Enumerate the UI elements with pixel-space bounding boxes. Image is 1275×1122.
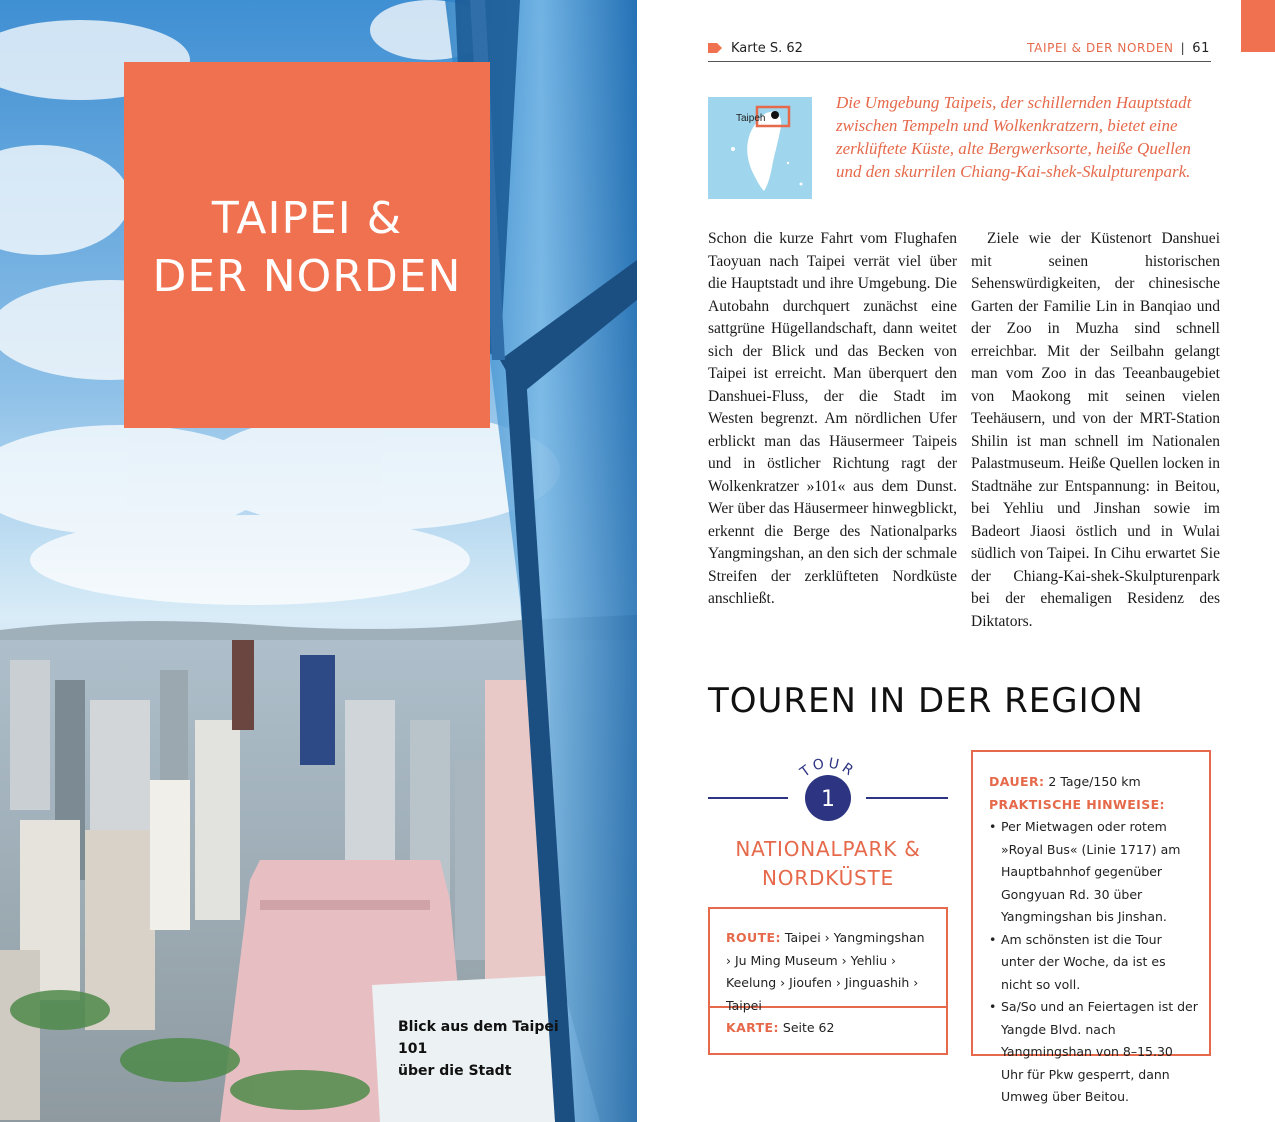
body-column-1: Schon die kurze Fahrt vom Flughafen Taoyuan nach Taipei verrät viel über die Hauptstadt und ihre Umgebung. Die Autobahn durchquert zunächst eine sattgrüne Hügellandschaft, dann weitet sich der Blick und das Becken von Taipei ist erreicht. Man überquert den Danshuei-Fluss, der die Stadt im Westen begrenzt. Am nördlichen Ufer erblickt man das Häusermeer Taipeis und in östlicher Richtung ragt der Wolkenkratzer »101« aus dem Dunst. Wer über das Häusermeer hinwegblickt, erkennt die Berge des Nationalparks Yangmingshan, an den sich der schmale Streifen der zerklüfteten Nordküste anschließt. xyxy=(708,230,957,607)
right-page xyxy=(637,0,1275,1122)
route-label: ROUTE: xyxy=(726,930,781,945)
route-box xyxy=(708,907,948,1055)
tour-badge xyxy=(708,752,948,842)
body-column-2: Ziele wie der Küstenort Danshuei mit seinen historischen Sehenswürdigkeiten, der chinesische Garten der Familie Lin in Banqiao und der Zoo in Muzha sind schnell erreichbar. Mit der Seilbahn gelangt man vom Zoo in das Teeanbaugebiet von Maokong mit seinen vielen Teehäusern, und von der MRT-Station Shilin ist man schnell im Nationalen Palastmuseum. Heiße Quellen locken in Stadtnähe zur Entspannung: in Beitou, bei Yehliu und Jinshan sowie im Badeort Jiaosi östlich und in Wulai südlich von Taipei. In Cihu erwartet Sie der Chiang-Kai-shek-Skulpturenpark bei der ehemaligen Residenz des Diktators. xyxy=(971,230,1220,630)
duration-line xyxy=(989,771,1199,794)
tour-number: 1 xyxy=(821,787,835,812)
page-number: 61 xyxy=(1192,40,1210,56)
map-label: KARTE: xyxy=(726,1020,779,1035)
taiwan-locator-map xyxy=(708,97,812,199)
photo-caption-line-2: über die Stadt xyxy=(398,1063,512,1079)
page-corner-tab xyxy=(1241,0,1275,52)
map-reference-text: Karte S. 62 xyxy=(731,40,803,56)
tour-badge-word: TOUR xyxy=(797,755,859,781)
mini-map-label: Taipeh xyxy=(736,113,766,124)
tip-item: • Am schönsten ist die Tour unter der Woche, da ist es nicht so voll. xyxy=(989,929,1199,997)
route-value: Taipei › Yangmingshan › Ju Ming Museum › Yehliu › Keelung › Jioufen › Jinguashih › Taipei xyxy=(726,930,925,1013)
tour-title-line-2: NORDKÜSTE xyxy=(762,866,894,890)
tour-title-line-1: NATIONALPARK & xyxy=(735,837,921,861)
tour-info xyxy=(989,771,1199,1109)
photo-caption-line-1: Blick aus dem Taipei 101 xyxy=(398,1019,559,1057)
chapter-title-line-1: TAIPEI & xyxy=(211,193,403,244)
tips-label: PRAKTISCHE HINWEISE: xyxy=(989,796,1165,812)
intro-text: Die Umgebung Taipeis, der schillernden Hauptstadt zwischen Tempeln und Wolkenkratzern, bietet eine zerklüftete Küste, alte Bergwerksorte, heiße Quellen und den skurrilen Chiang-Kai-shek-Skulpturenpark. xyxy=(836,93,1192,181)
map-reference[interactable] xyxy=(708,38,803,58)
tip-item: • Sa/So und an Feiertagen ist der Yangde Blvd. nach Yangmingshan von 8–15.30 Uhr für Pkw gesperrt, dann Umweg über Beitou. xyxy=(989,996,1199,1109)
header-rule xyxy=(708,61,1211,62)
photo-caption xyxy=(398,1016,568,1082)
chapter-title xyxy=(124,190,490,306)
chapter-title-line-2: DER NORDEN xyxy=(152,251,462,302)
route-section xyxy=(710,909,946,1013)
tours-heading: TOUREN IN DER REGION xyxy=(708,681,1144,721)
duration-value: 2 Tage/150 km xyxy=(1048,774,1141,789)
map-reference-box xyxy=(726,1017,834,1040)
running-header-separator: | xyxy=(1180,41,1186,55)
arrow-marker-icon xyxy=(708,43,722,53)
tip-item: • Per Mietwagen oder rotem »Royal Bus« (Linie 1717) am Hauptbahnhof gegenüber Gongyuan Rd. 30 über Yangmingshan bis Jinshan. xyxy=(989,816,1199,929)
map-value: Seite 62 xyxy=(782,1020,835,1035)
tour-info-box xyxy=(971,750,1211,1104)
tips-list xyxy=(989,816,1199,1109)
left-page xyxy=(0,0,637,1122)
running-header xyxy=(1027,38,1210,58)
tour-title xyxy=(708,835,948,893)
running-header-region: TAIPEI & DER NORDEN xyxy=(1027,41,1174,55)
route-text xyxy=(726,927,931,1017)
duration-label: DAUER: xyxy=(989,774,1045,789)
